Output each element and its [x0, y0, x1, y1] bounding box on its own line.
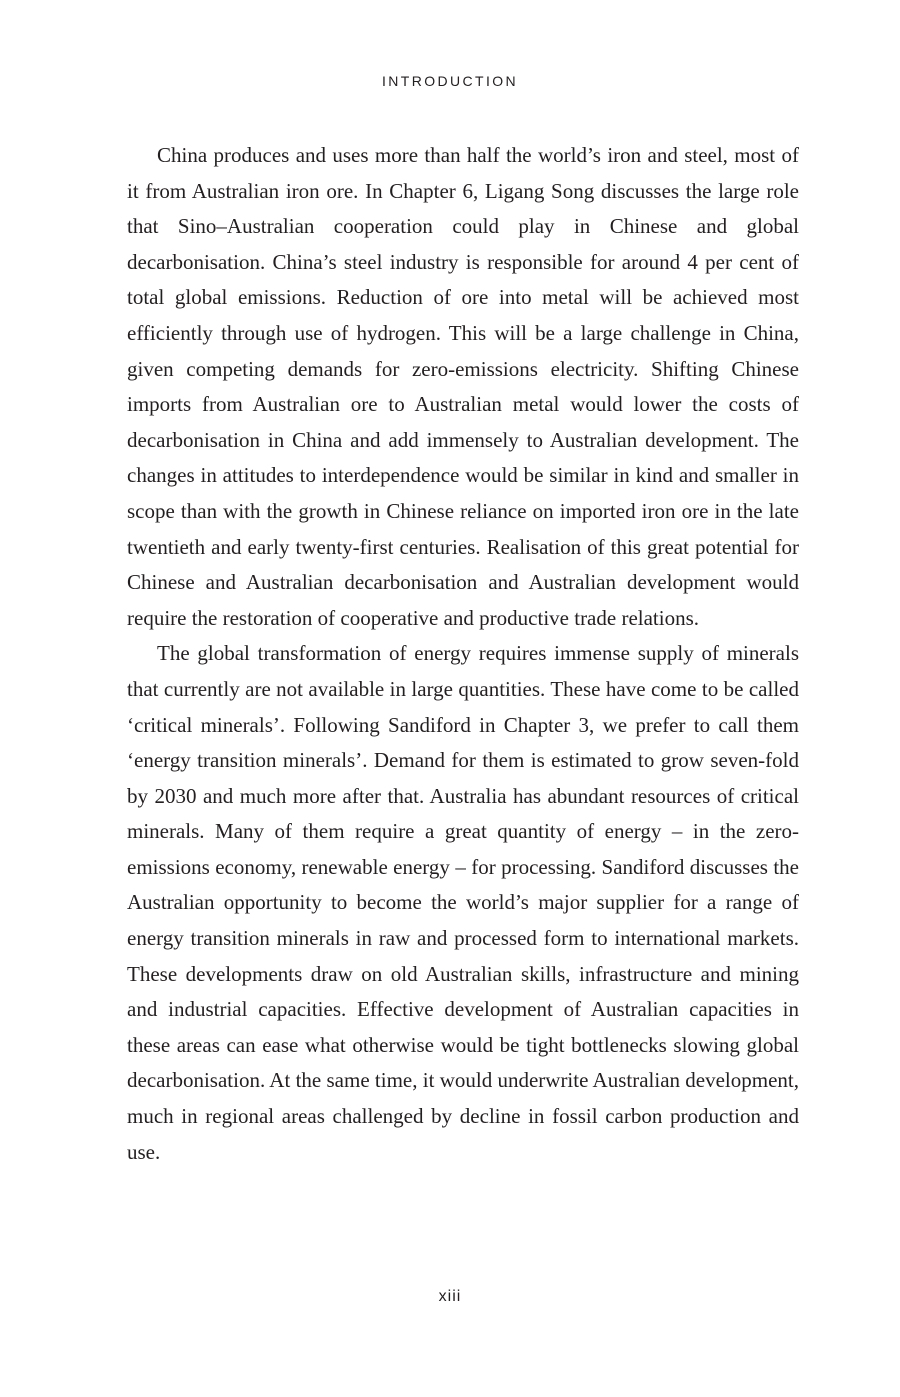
- paragraph-2: The global transformation of energy requires immense supply of minerals that currently are not available in large quantities. These have come to be called ‘critical minerals’. Following Sandiford in Chapter 3, we prefer to call them ‘energy transition minerals’. Demand for them is estimated to grow seven-fold by 2030 and much more after that. Australia has abundant resources of critical minerals. Many of them require a great quantity of energy – in the zero-emissions economy, renewable energy – for processing. Sandiford discusses the Australian opportunity to become the world’s major supplier for a range of energy transition minerals in raw and processed form to international markets. These developments draw on old Australian skills, infrastructure and mining and industrial capacities. Effective development of Australian capacities in these areas can ease what otherwise would be tight bottlenecks slowing global decarbonisation. At the same time, it would underwrite Australian development, much in regional areas challenged by decline in fossil carbon production and use.: [127, 641, 799, 1164]
- running-head: INTRODUCTION: [381, 73, 519, 89]
- paragraph-1: China produces and uses more than half the world’s iron and steel, most of it from Australian iron ore. In Chapter 6, Ligang Song discusses the large role that Sino–Australian cooperation could play in Chinese and global decarbonisation. China’s steel industry is responsible for around 4 per cent of total global emissions. Reduction of ore into metal will be achieved most efficiently through use of hydrogen. This will be a large challenge in China, given competing demands for zero-emissions electricity. Shifting Chinese imports from Australian ore to Australian metal would lower the costs of decarbonisation in China and add immensely to Australian development. The changes in attitudes to interdependence would be similar in kind and smaller in scope than with the growth in Chinese reliance on imported iron ore in the late twentieth and early twenty-first centuries. Realisation of this great potential for Chinese and Australian decarbonisation and Australian development would require the restoration of cooperative and productive trade relations.: [127, 143, 799, 630]
- page-number: xiii: [438, 1288, 462, 1305]
- body-text: [127, 138, 799, 1170]
